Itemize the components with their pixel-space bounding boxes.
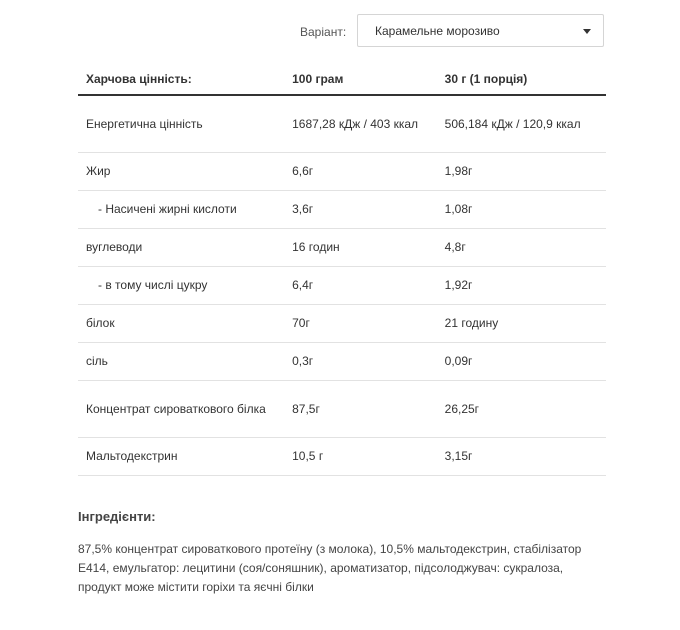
nutrient-name: вуглеводи: [78, 229, 284, 267]
nutrient-name: - в тому числі цукру: [78, 267, 284, 305]
per-serving-value: 26,25г: [437, 381, 606, 438]
table-row: [78, 229, 606, 267]
header-nutrient: Харчова цінність:: [78, 64, 284, 95]
ingredients-text: 87,5% концентрат сироваткового протеїну (з молока), 10,5% мальтодекстрин, стабілізатор Е414, емульгатор: лецитини (соя/соняшник), ароматизатор, підсолоджувач: сукралоза, продукт може містити горіхи та яєчні білки: [78, 542, 582, 594]
nutrient-name: білок: [78, 305, 284, 343]
per-serving-value: 21 годину: [437, 305, 606, 343]
nutrient-name: - Насичені жирні кислоти: [78, 191, 284, 229]
per-serving-value: 1,08г: [437, 191, 606, 229]
per-100g-value: 0,3г: [284, 343, 437, 381]
nutrient-name: сіль: [78, 343, 284, 381]
header-per-serving: 30 г (1 порція): [437, 64, 606, 95]
nutrient-name: Мальтодекстрин: [78, 438, 284, 476]
variant-selector-row: [300, 14, 500, 49]
table-row: [78, 191, 606, 229]
ingredients-title: Інгредієнти:: [78, 509, 156, 524]
per-100g-value: 6,4г: [284, 267, 437, 305]
per-100g-value: 6,6г: [284, 153, 437, 191]
table-row: [78, 267, 606, 305]
nutrient-name: Концентрат сироваткового білка: [78, 381, 284, 438]
nutrition-table: [78, 64, 606, 476]
per-serving-value: 0,09г: [437, 343, 606, 381]
table-row: [78, 438, 606, 476]
per-serving-value: 3,15г: [437, 438, 606, 476]
table-row: [78, 381, 606, 438]
nutrient-name: Енергетична цінність: [78, 95, 284, 153]
per-serving-value: 4,8г: [437, 229, 606, 267]
nutrient-name: Жир: [78, 153, 284, 191]
per-serving-value: 1,98г: [437, 153, 606, 191]
per-100g-value: 87,5г: [284, 381, 437, 438]
table-row: [78, 305, 606, 343]
table-row: [78, 95, 606, 153]
per-100g-value: 1687,28 кДж / 403 ккал: [284, 95, 437, 153]
header-per-100g: 100 грам: [284, 64, 437, 95]
per-serving-value: 1,92г: [437, 267, 606, 305]
caret-down-icon: [583, 29, 591, 34]
variant-select[interactable]: [357, 14, 604, 47]
per-100g-value: 10,5 г: [284, 438, 437, 476]
per-100g-value: 3,6г: [284, 191, 437, 229]
variant-selected-value: Карамельне морозиво: [375, 23, 500, 38]
table-header-row: [78, 64, 606, 95]
per-100g-value: 70г: [284, 305, 437, 343]
table-row: [78, 153, 606, 191]
table-row: [78, 343, 606, 381]
per-serving-value: 506,184 кДж / 120,9 ккал: [437, 95, 606, 153]
variant-label: Варіант:: [300, 24, 347, 39]
per-100g-value: 16 годин: [284, 229, 437, 267]
